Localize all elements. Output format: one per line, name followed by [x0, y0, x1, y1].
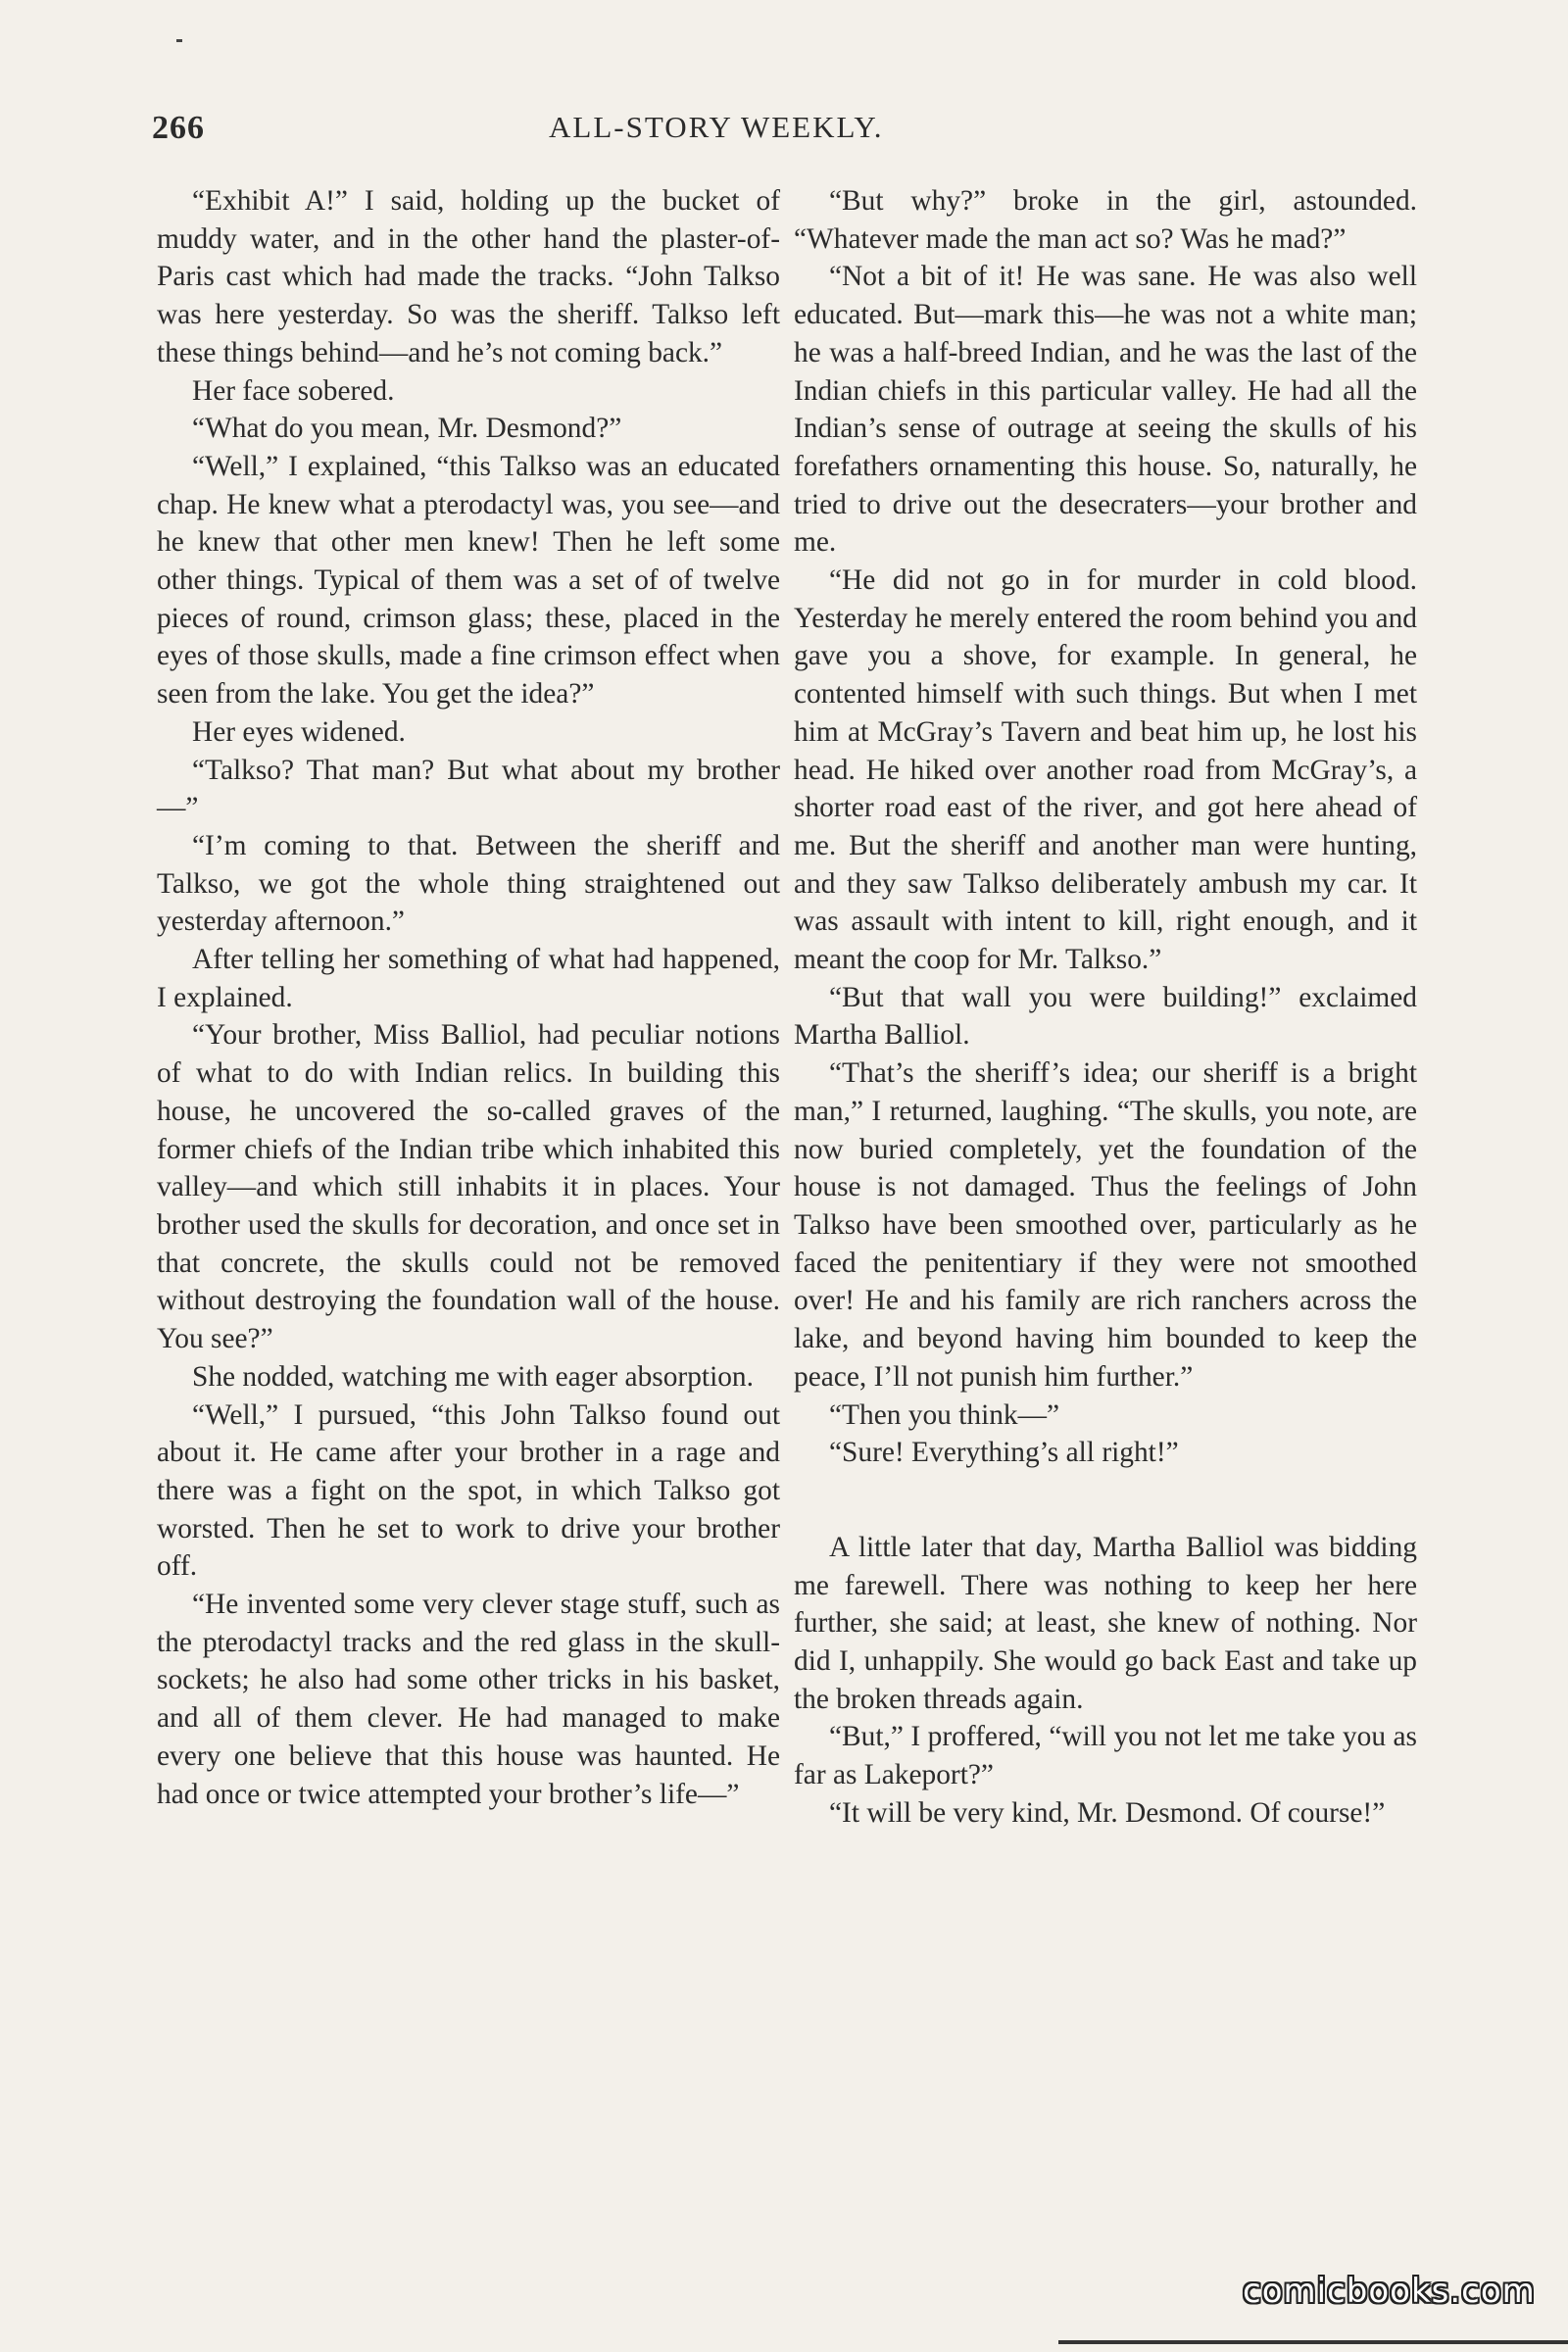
left-column — [157, 182, 780, 1813]
running-head: ALL-STORY WEEKLY. — [549, 110, 884, 144]
paragraph: “He did not go in for murder in cold blood. Yesterday he merely entered the room behind you and gave you a shove, for example. In general, he contented himself with such things. But when I met him at McGray’s Tavern and beat him up, he lost his head. He hiked over another road from McGray’s, a shorter road east of the river, and got here ahead of me. But the sheriff and another man were hunting, and they saw Talkso deliberately ambush my car. It was assault with intent to kill, right enough, and it meant the coop for Mr. Talkso.” — [794, 564, 1417, 976]
page-edge-line — [1058, 2340, 1568, 2344]
paragraph: “He invented some very clever stage stuff, such as the pterodactyl tracks and the red glass in the skull-sockets; he also had some other tricks in his basket, and all of them clever. He had managed to make every one believe that this house was haunted. He had once or twice attempted your brother’s life—” — [157, 1589, 780, 1810]
paragraph: “Well,” I pursued, “this John Talkso found out about it. He came after your brother in a rage and there was a fight on the spot, in which Talkso got worsted. Then he set to work to drive your brother off. — [157, 1398, 780, 1583]
page-number: 266 — [152, 110, 205, 146]
paragraph: “Talkso? That man? But what about my brother—” — [157, 754, 780, 824]
paragraph: “But why?” broke in the girl, astounded. “Whatever made the man act so? Was he mad?” — [794, 185, 1417, 255]
paragraph: After telling her something of what had happened, I explained. — [157, 944, 780, 1013]
paragraph: Her face sobered. — [192, 374, 395, 407]
paragraph: “But that wall you were building!” exclaimed Martha Balliol. — [794, 981, 1417, 1052]
paragraph: “Well,” I explained, “this Talkso was an educated chap. He knew what a pterodactyl was, you see—and he knew that other men knew! Then he left some other things. Typical of them was a set of of twelve pieces of round, crimson glass; these, placed in the eyes of those skulls, made a fine crimson effect when seen from the lake. You get the idea?” — [157, 450, 780, 710]
paragraph: A little later that day, Martha Balliol was bidding me farewell. There was nothing to keep her here further, she said; at least, she knew of nothing. Nor did I, unhappily. She would go back East and take up the broken threads again. — [794, 1531, 1417, 1715]
paragraph: “Your brother, Miss Balliol, had peculiar notions of what to do with Indian relics. In building this house, he uncovered the so-called graves of the former chiefs of the Indian tribe which inhabited this valley—and which still inhabits it in places. Your brother used the skulls for decoration, and once set in that concrete, the skulls could not be removed without destroying the foundation wall of the house. You see?” — [157, 1019, 780, 1355]
watermark-logo: comicbooks.com — [1243, 2272, 1536, 2311]
paragraph: “That’s the sheriff’s idea; our sheriff is a bright man,” I returned, laughing. “The skulls, you note, are now buried completely, yet the foundation of the house is not damaged. Thus the feelings of John Talkso have been smoothed over, particularly as he faced the penitentiary if they were not smoothed over! He and his family are rich ranchers across the lake, and beyond having him bounded to keep the peace, I’ll not punish him further.” — [794, 1057, 1417, 1393]
paragraph: “But,” I proffered, “will you not let me take you as far as Lakeport?” — [794, 1721, 1417, 1791]
section-break — [794, 1472, 1417, 1529]
paragraph: “Then you think—” — [829, 1398, 1060, 1431]
paragraph: “Sure! Everything’s all right!” — [829, 1437, 1179, 1469]
paragraph: “I’m coming to that. Between the sheriff and Talkso, we got the whole thing straightened out yesterday afternoon.” — [157, 829, 780, 938]
right-column — [794, 182, 1417, 1833]
paragraph: “Not a bit of it! He was sane. He was also well educated. But—mark this—he was not a white man; he was a half-breed Indian, and he was the last of the Indian chiefs in this particular valley. He had all the Indian’s sense of outrage at seeing the skulls of his forefathers ornamenting this house. So, naturally, he tried to drive out the desecraters—your brother and me. — [794, 261, 1417, 559]
paragraph: Her eyes widened. — [192, 715, 406, 748]
paragraph: She nodded, watching me with eager absorption. — [192, 1360, 754, 1393]
scan-mark — [176, 39, 182, 42]
paragraph: “What do you mean, Mr. Desmond?” — [192, 413, 622, 445]
paragraph: “It will be very kind, Mr. Desmond. Of course!” — [829, 1796, 1386, 1829]
paragraph: “Exhibit A!” I said, holding up the bucket of muddy water, and in the other hand the plaster-of-Paris cast which had made the tracks. “John Talkso was here yesterday. So was the sheriff. Talkso left these things behind—and he’s not coming back.” — [157, 185, 780, 368]
